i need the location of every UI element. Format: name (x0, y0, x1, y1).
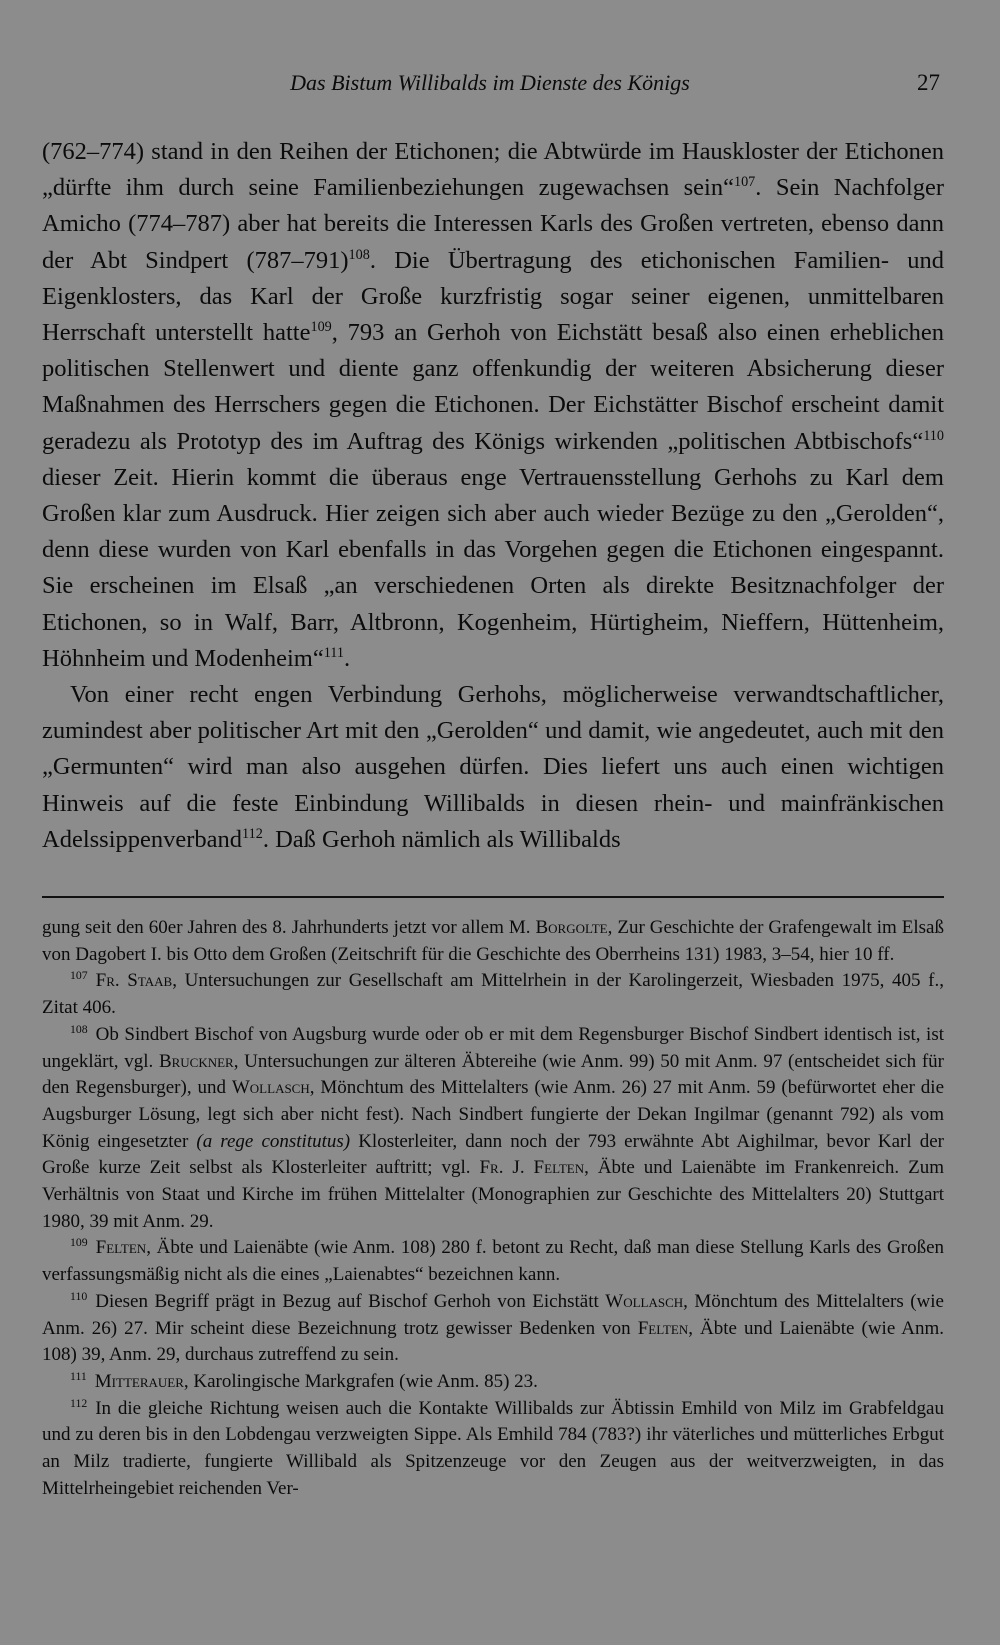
latin-quote: (a rege constitutus) (196, 1130, 351, 1152)
text-run: Ob Sindbert Bischof von Augsburg wurde oder ob er mit dem Regensburger Bischof Sindbert identisch ist, ist ungeklärt, vgl. (42, 1023, 944, 1072)
footnote-ref-111: 111 (323, 645, 344, 662)
footnote-ref-108: 108 (348, 246, 370, 263)
footnote-continuation (42, 915, 944, 968)
author-name: Borgolte (535, 917, 608, 938)
footnote-111: 111 Mitterauer, Karolingische Markgrafen (wie Anm. 85) 23. (70, 1369, 538, 1392)
footnote-110: 110 Diesen Begriff prägt in Bezug auf Bischof Gerhoh von Eichstätt Wollasch, Mönchtum des Mittelalters (wie Anm. 26) 27. Mir scheint diese Bezeichnung trotz gewisser Bedenken von Felten, Äbte und Laienäbte (wie Anm. 108) 39, Anm. 29, durchaus zutreffend zu sein. (42, 1289, 945, 1366)
footnote-separator (42, 896, 944, 898)
text-run: Diesen Begriff prägt in Bezug auf Bischof Gerhoh von Eichstätt (95, 1290, 606, 1312)
running-title: Das Bistum Willibalds im Dienste des Königs (290, 70, 690, 95)
text-run: , Karolingische Markgrafen (wie Anm. 85) 23. (183, 1370, 538, 1392)
footnote-ref-112: 112 (242, 826, 263, 843)
text-run: , Mönchtum des Mittelalters (wie Anm. 26) 27 mit Anm. 59 (befürwortet eher die Augsburger Lösung, legt sich aber nicht fest). Nach Sindbert fungierte der Dekan Ingilmar (genannt 792) als vom König eingesetzter (42, 1077, 944, 1152)
text-run: . Die Übertragung des etichonischen Familien- und Eigenklosters, das Karl der Große kurzfristig sogar seiner eigenen, unmittelbaren Herrschaft unterstellt hatte (42, 246, 944, 347)
text-run: Von einer recht engen Verbindung Gerhohs, möglicherweise verwandtschaftlicher, zumindest aber politischer Art mit den „Gerolden“ und damit, wie angedeutet, auch mit den „Germunten“ wird man also ausgehen dürfen. Dies liefert uns auch einen wichtigen Hinweis auf die feste Einbindung Willibalds in diesen rhein- und mainfränkischen Adelssippenverband (42, 681, 944, 853)
author-name: Fr. Staab (95, 970, 173, 992)
text-run: dieser Zeit. Hierin kommt die überaus enge Vertrauensstellung Gerhohs zu Karl dem Großen klar zum Ausdruck. Hier zeigen sich aber auch wieder Bezüge zu den „Gerolden“, denn diese wurden von Karl ebenfalls in das Vorgehen gegen die Etichonen eingespannt. Sie erscheinen im Elsaß „an verschiedenen Orten als direkte Besitznachfolger der Etichonen, so in Walf, Barr, Altbronn, Kogenheim, Hürtigheim, Nieffern, Hüttenheim, Höhnheim und Modenheim“ (42, 463, 944, 672)
text-run: , Mönchtum des Mittelalters (wie Anm. 26) 27. Mir scheint diese Bezeichnung trotz gewisser Bedenken von (42, 1290, 944, 1339)
text-run: (762–774) stand in den Reihen der Etichonen; die Abtwürde im Hauskloster der Etichonen „dürfte ihm durch seine Familienbeziehungen zugewachsen sein“ (42, 138, 944, 202)
paragraph-2 (42, 677, 944, 858)
footnote-ref-107: 107 (733, 174, 756, 191)
footnote-112: 112 In die gleiche Richtung weisen auch die Kontakte Willibalds zur Äbtissin Emhild von Milz im Grabfeldgau und zu deren bis in den Lobdengau verzweigten Sippe. Als Emhild 784 (783?) ihr väterliches und mütterliches Erbgut an Milz tradierte, fungierte Willibald als Spitzenzeuge vor den Zeugen aus der weitverzweigten, in das Mittelrheingebiet reichenden Ver- (42, 1396, 944, 1499)
author-name: Felten (637, 1317, 689, 1339)
main-text (42, 134, 944, 858)
text-run: . Daß Gerhoh nämlich als Willibalds (262, 825, 621, 853)
running-header (40, 66, 940, 100)
text-run: , Untersuchungen zur älteren Äbtereihe (wie Anm. 99) 50 mit Anm. 97 (entscheidet sich für den Regensburger), und (42, 1050, 945, 1099)
footnotes (42, 915, 944, 1502)
footnote-109: 109 Felten, Äbte und Laienäbte (wie Anm. 108) 280 f. betont zu Recht, daß man diese Stellung Karls des Großen verfassungsmäßig nicht als die eines „Laienabtes“ bezeichnen kann. (42, 1236, 944, 1286)
footnote-ref-109: 109 (310, 319, 332, 336)
text-run: , Untersuchungen zur Gesellschaft am Mittelrhein in der Karolingerzeit, Wiesbaden 1975, 405 f., Zitat 406. (42, 970, 944, 1019)
text-run: Klosterleiter, dann noch der 793 erwähnte Abt Aighilmar, bevor Karl der Große kurze Zeit selbst als Klosterleiter auftritt; vgl. (42, 1130, 944, 1179)
text-run: , Äbte und Laienäbte im Frankenreich. Zum Verhältnis von Staat und Kirche im frühen Mittelalter (Monographien zur Geschichte des Mittelalters 20) Stuttgart 1980, 39 mit Anm. 29. (42, 1157, 944, 1232)
text-run: , Äbte und Laienäbte (wie Anm. 108) 280 f. betont zu Recht, daß man diese Stellung Karls des Großen verfassungsmäßig nicht als die eines „Laienabtes“ bezeichnen kann. (42, 1237, 944, 1286)
text-run: . Sein Nachfolger Amicho (774–787) aber hat bereits die Interessen Karls des Großen vertreten, ebenso dann der Abt Sindpert (787–791) (42, 174, 944, 274)
author-name: Fr. J. Felten (479, 1157, 585, 1179)
footnote-108: 108 Ob Sindbert Bischof von Augsburg wurde oder ob er mit dem Regensburger Bischof Sindbert identisch ist, ist ungeklärt, vgl. Bruckner, Untersuchungen zur älteren Äbtereihe (wie Anm. 99) 50 mit Anm. 97 (entscheidet sich für den Regensburger), und Wollasch, Mönchtum des Mittelalters (wie Anm. 26) 27 mit Anm. 59 (befürwortet eher die Augsburger Lösung, legt sich aber nicht fest). Nach Sindbert fungierte der Dekan Ingilmar (genannt 792) als vom König eingesetzter (a rege constitutus) Klosterleiter, dann noch der 793 erwähnte Abt Aighilmar, bevor Karl der Große kurze Zeit selbst als Klosterleiter auftritt; vgl. Fr. J. Felten, Äbte und Laienäbte im Frankenreich. Zum Verhältnis von Staat und Kirche im frühen Mittelalter (Monographien zur Geschichte des Mittelalters 20) Stuttgart 1980, 39 mit Anm. 29. (42, 1022, 945, 1232)
text-run: , 793 an Gerhoh von Eichstätt besaß also einen erheblichen politischen Stellenwert und diente ganz offenkundig der weiteren Absicherung dieser Maßnahmen des Herrschers gegen die Etichonen. Der Eichstätter Bischof erscheint damit geradezu als Prototyp des im Auftrag des Königs wirkenden „politischen Abtbischofs“ (42, 319, 944, 455)
text-run: , Zur Geschichte der Grafengewalt im Elsaß von Dagobert I. bis Otto dem Großen (Zeitschrift für die Geschichte des Oberrheins 131) 1983, 3–54, hier 10 ff. (42, 917, 944, 965)
footnote-ref-110: 110 (923, 427, 944, 444)
paragraph-1 (42, 134, 944, 677)
footnote-107: 107 Fr. Staab, Untersuchungen zur Gesellschaft am Mittelrhein in der Karolingerzeit, Wiesbaden 1975, 405 f., Zitat 406. (42, 969, 944, 1019)
text-run: . (343, 644, 351, 672)
text-run: , Äbte und Laienäbte (wie Anm. 108) 39, Anm. 29, durchaus zutreffend zu sein. (42, 1317, 945, 1366)
author-name: Wollasch (231, 1077, 310, 1099)
author-name: Bruckner (158, 1050, 234, 1072)
author-name: Mitterauer (94, 1370, 184, 1392)
author-name: Felten (95, 1237, 147, 1259)
text-run: gung seit den 60er Jahren des 8. Jahrhunderts jetzt vor allem M. (42, 917, 536, 938)
page-number: 27 (917, 70, 940, 95)
author-name: Wollasch (605, 1290, 684, 1312)
text-run: In die gleiche Richtung weisen auch die Kontakte Willibalds zur Äbtissin Emhild von Milz im Grabfeldgau und zu deren bis in den Lobdengau verzweigten Sippe. Als Emhild 784 (783?) ihr väterliches und mütterliches Erbgut an Milz tradierte, fungierte Willibald als Spitzenzeuge vor den Zeugen aus der weitverzweigten, in das Mittelrheingebiet reichenden Ver- (42, 1397, 944, 1499)
